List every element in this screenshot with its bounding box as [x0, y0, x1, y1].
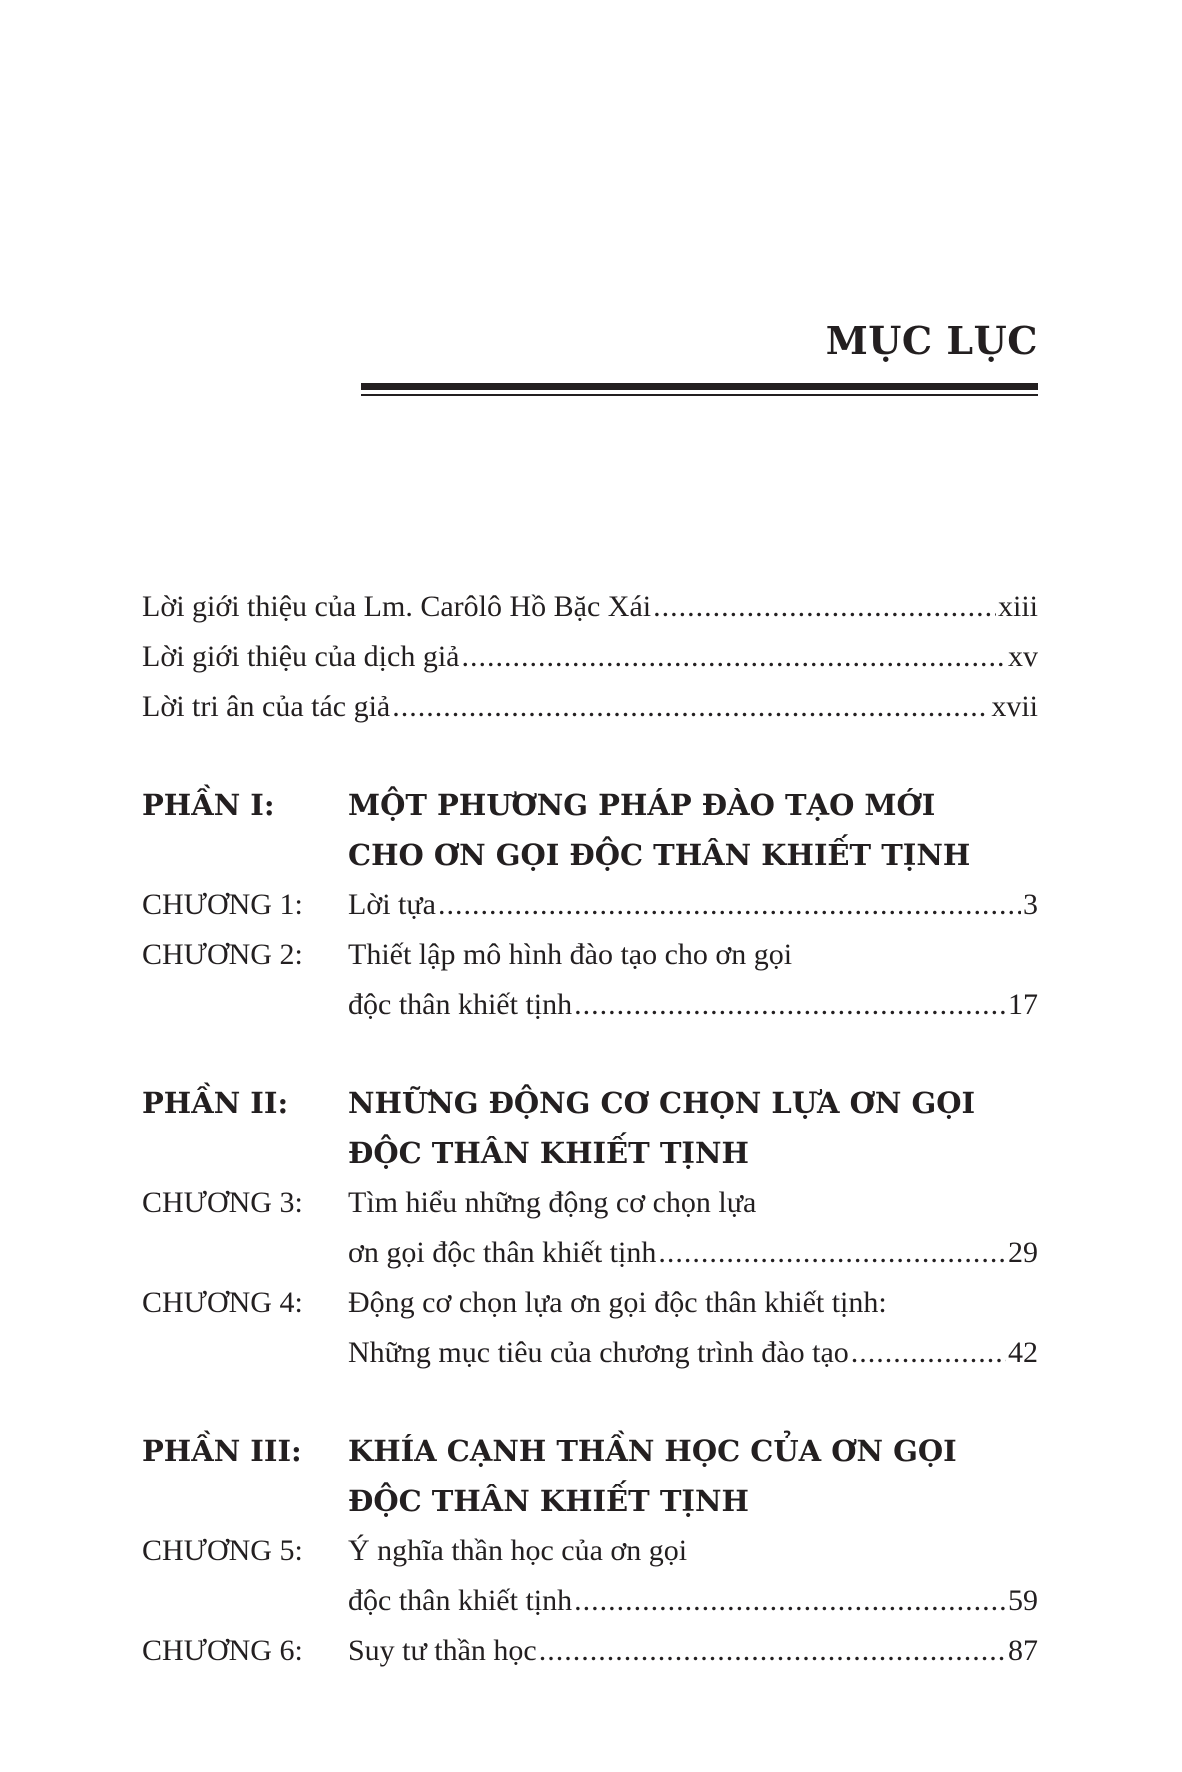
toc-entry-page: xiii — [997, 590, 1038, 623]
dot-leader — [438, 880, 1021, 930]
part-title-line: NHỮNG ĐỘNG CƠ CHỌN LỰA ƠN GỌI — [348, 1086, 976, 1120]
dot-leader — [658, 1228, 1006, 1278]
dot-leader — [392, 682, 989, 732]
chapter-page: 59 — [1008, 1584, 1038, 1617]
chapter-title: Lời tựa — [348, 888, 436, 921]
toc-entry-page: xv — [1008, 640, 1038, 673]
part-title-line: CHO ƠN GỌI ĐỘC THÂN KHIẾT TỊNH — [348, 838, 971, 872]
chapter-label: CHƯƠNG 1: — [142, 888, 303, 921]
chapter-page: 29 — [1008, 1236, 1038, 1269]
part-title-line: ĐỘC THÂN KHIẾT TỊNH — [348, 1136, 749, 1170]
chapter-title: Những mục tiêu của chương trình đào tạo — [348, 1336, 849, 1369]
part-title-line: ĐỘC THÂN KHIẾT TỊNH — [348, 1484, 749, 1518]
part-heading-continued — [142, 1128, 1038, 1178]
part-label: PHẦN I: — [142, 788, 275, 822]
toc-entry-chapter-1[interactable] — [142, 880, 1038, 930]
chapter-title: Suy tư thần học — [348, 1634, 537, 1667]
part-heading[interactable] — [142, 780, 1038, 830]
chapter-label: CHƯƠNG 3: — [142, 1186, 303, 1219]
toc-entry-title: Lời giới thiệu của dịch giả — [142, 640, 460, 673]
part-title-line: KHÍA CẠNH THẦN HỌC CỦA ƠN GỌI — [348, 1434, 957, 1468]
chapter-title: Ý nghĩa thần học của ơn gọi — [348, 1534, 688, 1567]
part-label: PHẦN II: — [142, 1086, 289, 1120]
part-title-line: MỘT PHƯƠNG PHÁP ĐÀO TẠO MỚI — [348, 788, 936, 822]
chapter-title: Thiết lập mô hình đào tạo cho ơn gọi — [348, 938, 793, 971]
chapter-page: 17 — [1008, 988, 1038, 1021]
toc-entry-chapter-4[interactable] — [142, 1278, 1038, 1328]
toc-entry-chapter-2[interactable] — [142, 930, 1038, 980]
chapter-title: độc thân khiết tịnh — [348, 1584, 573, 1617]
dot-leader — [574, 1576, 1006, 1626]
chapter-label: CHƯƠNG 6: — [142, 1634, 303, 1667]
toc-entry-foreword-priest[interactable] — [142, 582, 1038, 632]
dot-leader — [574, 980, 1006, 1030]
part-heading-continued — [142, 1476, 1038, 1526]
chapter-page: 87 — [1008, 1634, 1038, 1667]
part-label: PHẦN III: — [142, 1434, 302, 1468]
toc-entry-chapter-6[interactable] — [142, 1626, 1038, 1676]
toc-entry-title: Lời giới thiệu của Lm. Carôlô Hồ Bặc Xái — [142, 590, 652, 623]
chapter-label: CHƯƠNG 4: — [142, 1286, 303, 1319]
dot-leader — [539, 1626, 1006, 1676]
part-heading[interactable] — [142, 1078, 1038, 1128]
table-of-contents — [142, 582, 1038, 1676]
toc-entry-foreword-translator[interactable] — [142, 632, 1038, 682]
toc-entry-chapter-3[interactable] — [142, 1178, 1038, 1228]
toc-entry-chapter-2-continued[interactable] — [142, 980, 1038, 1030]
toc-entry-chapter-4-continued[interactable] — [142, 1328, 1038, 1378]
dot-leader — [851, 1328, 1006, 1378]
part-heading-continued — [142, 830, 1038, 880]
chapter-page: 3 — [1023, 888, 1038, 921]
dot-leader — [461, 632, 1006, 682]
chapter-title: Động cơ chọn lựa ơn gọi độc thân khiết tịnh: — [348, 1286, 887, 1319]
chapter-title: ơn gọi độc thân khiết tịnh — [348, 1236, 657, 1269]
title-rule-thick — [361, 383, 1038, 390]
toc-entry-chapter-5-continued[interactable] — [142, 1576, 1038, 1626]
toc-entry-chapter-5[interactable] — [142, 1526, 1038, 1576]
chapter-title: độc thân khiết tịnh — [348, 988, 573, 1021]
chapter-label: CHƯƠNG 5: — [142, 1534, 303, 1567]
chapter-title: Tìm hiểu những động cơ chọn lựa — [348, 1186, 757, 1219]
toc-entry-title: Lời tri ân của tác giả — [142, 690, 391, 723]
chapter-label: CHƯƠNG 2: — [142, 938, 303, 971]
page-title: MỤC LỤC — [825, 318, 1038, 363]
toc-entry-chapter-3-continued[interactable] — [142, 1228, 1038, 1278]
part-heading[interactable] — [142, 1426, 1038, 1476]
chapter-page: 42 — [1008, 1336, 1038, 1369]
dot-leader — [653, 582, 996, 632]
toc-entry-acknowledgements[interactable] — [142, 682, 1038, 732]
toc-entry-page: xvii — [991, 690, 1038, 723]
title-rule-thin — [361, 394, 1038, 396]
